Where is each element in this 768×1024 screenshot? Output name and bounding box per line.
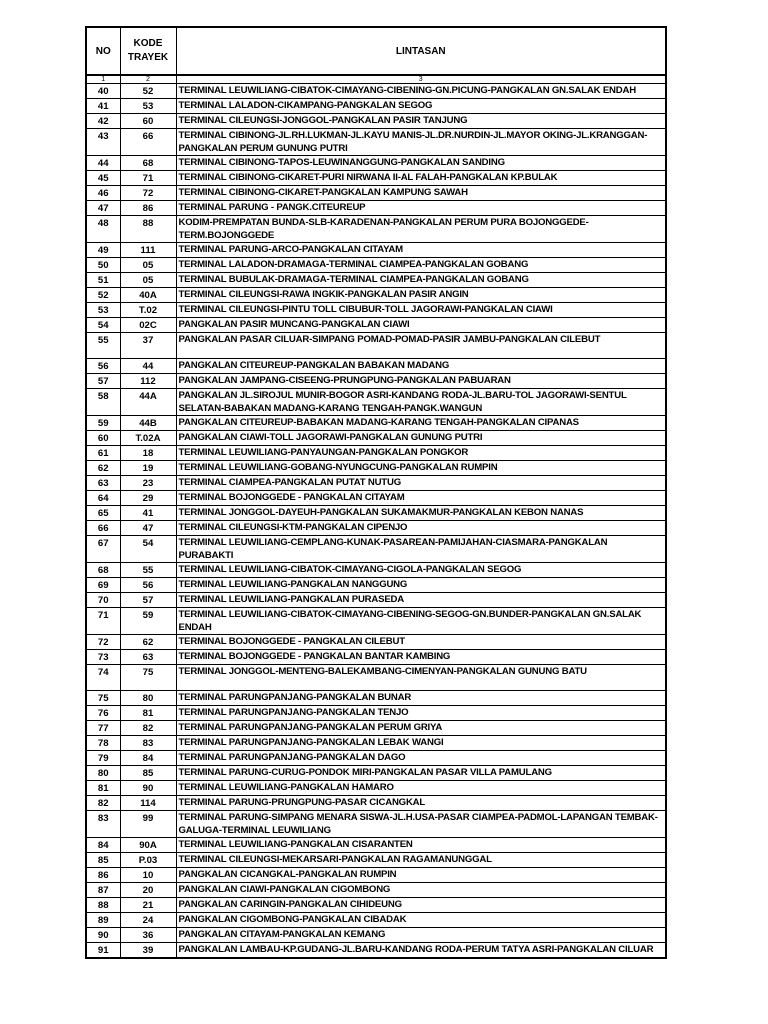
row-no: 91 xyxy=(86,943,120,959)
row-lintasan: TERMINAL LEUWILIANG-GOBANG-NYUNGCUNG-PANGKALAN RUMPIN xyxy=(176,461,666,476)
row-lintasan: PANGKALAN LAMBAU-KP.GUDANG-JL.BARU-KANDANG RODA-PERUM TATYA ASRI-PANGKALAN CILUAR xyxy=(176,943,666,959)
row-lintasan: TERMINAL CILEUNGSI-MEKARSARI-PANGKALAN RAGAMANUNGGAL xyxy=(176,853,666,868)
row-kode-trayek: T.02A xyxy=(120,431,176,446)
table-row xyxy=(86,781,666,796)
row-no: 50 xyxy=(86,258,120,273)
row-kode-trayek: 19 xyxy=(120,461,176,476)
row-no: 84 xyxy=(86,838,120,853)
table-row xyxy=(86,186,666,201)
row-no: 45 xyxy=(86,171,120,186)
row-lintasan: TERMINAL CILEUNGSI-KTM-PANGKALAN CIPENJO xyxy=(176,521,666,536)
table-row xyxy=(86,796,666,811)
row-no: 41 xyxy=(86,99,120,114)
row-kode-trayek: 54 xyxy=(120,536,176,563)
row-lintasan: TERMINAL CIAMPEA-PANGKALAN PUTAT NUTUG xyxy=(176,476,666,491)
row-kode-trayek: 44A xyxy=(120,389,176,416)
table-row xyxy=(86,751,666,766)
table-row xyxy=(86,359,666,374)
row-lintasan: TERMINAL CIBINONG-CIKARET-PANGKALAN KAMPUNG SAWAH xyxy=(176,186,666,201)
table-row xyxy=(86,491,666,506)
row-no: 46 xyxy=(86,186,120,201)
row-kode-trayek: 60 xyxy=(120,114,176,129)
row-no: 77 xyxy=(86,721,120,736)
row-no: 65 xyxy=(86,506,120,521)
table-row xyxy=(86,943,666,959)
table-row xyxy=(86,811,666,838)
row-no: 57 xyxy=(86,374,120,389)
row-no: 42 xyxy=(86,114,120,129)
table-row xyxy=(86,201,666,216)
row-no: 88 xyxy=(86,898,120,913)
table-row xyxy=(86,273,666,288)
row-no: 48 xyxy=(86,216,120,243)
table-row xyxy=(86,416,666,431)
row-lintasan: TERMINAL PARUNG-PRUNGPUNG-PASAR CICANGKAL xyxy=(176,796,666,811)
table-row xyxy=(86,521,666,536)
row-no: 64 xyxy=(86,491,120,506)
row-no: 75 xyxy=(86,691,120,706)
row-lintasan: TERMINAL PARUNG-CURUG-PONDOK MIRI-PANGKALAN PASAR VILLA PAMULANG xyxy=(176,766,666,781)
row-kode-trayek: 02C xyxy=(120,318,176,333)
route-table xyxy=(85,26,667,959)
row-lintasan: TERMINAL LALADON-DRAMAGA-TERMINAL CIAMPEA-PANGKALAN GOBANG xyxy=(176,258,666,273)
table-row xyxy=(86,578,666,593)
row-no: 40 xyxy=(86,84,120,99)
row-lintasan: TERMINAL PARUNG - PANGK.CITEUREUP xyxy=(176,201,666,216)
row-lintasan: KODIM-PREMPATAN BUNDA-SLB-KARADENAN-PANGKALAN PERUM PURA BOJONGGEDE-TERM.BOJONGGEDE xyxy=(176,216,666,243)
row-lintasan: PANGKALAN JL.SIROJUL MUNIR-BOGOR ASRI-KANDANG RODA-JL.BARU-TOL JAGORAWI-SENTUL SELATAN-BABAKAN MADANG-KARANG TENGAH-PANGK.WANGUN xyxy=(176,389,666,416)
row-kode-trayek: 83 xyxy=(120,736,176,751)
row-lintasan: TERMINAL LALADON-CIKAMPANG-PANGKALAN SEGOG xyxy=(176,99,666,114)
row-kode-trayek: 18 xyxy=(120,446,176,461)
table-row xyxy=(86,536,666,563)
row-lintasan: PANGKALAN CARINGIN-PANGKALAN CIHIDEUNG xyxy=(176,898,666,913)
row-no: 78 xyxy=(86,736,120,751)
row-lintasan: PANGKALAN JAMPANG-CISEENG-PRUNGPUNG-PANGKALAN PABUARAN xyxy=(176,374,666,389)
row-no: 67 xyxy=(86,536,120,563)
row-lintasan: PANGKALAN CITEUREUP-BABAKAN MADANG-KARANG TENGAH-PANGKALAN CIPANAS xyxy=(176,416,666,431)
table-row xyxy=(86,461,666,476)
row-kode-trayek: 72 xyxy=(120,186,176,201)
row-no: 76 xyxy=(86,706,120,721)
table-row xyxy=(86,129,666,156)
row-kode-trayek: 88 xyxy=(120,216,176,243)
row-lintasan: TERMINAL BUBULAK-DRAMAGA-TERMINAL CIAMPEA-PANGKALAN GOBANG xyxy=(176,273,666,288)
row-lintasan: TERMINAL CIBINONG-TAPOS-LEUWINANGGUNG-PANGKALAN SANDING xyxy=(176,156,666,171)
row-lintasan: PANGKALAN CIAWI-TOLL JAGORAWI-PANGKALAN GUNUNG PUTRI xyxy=(176,431,666,446)
header-lintasan: LINTASAN xyxy=(176,27,666,75)
row-no: 52 xyxy=(86,288,120,303)
row-lintasan: TERMINAL PARUNG-ARCO-PANGKALAN CITAYAM xyxy=(176,243,666,258)
row-kode-trayek: 53 xyxy=(120,99,176,114)
row-kode-trayek: 99 xyxy=(120,811,176,838)
row-no: 82 xyxy=(86,796,120,811)
row-lintasan: TERMINAL LEUWILIANG-PANYAUNGAN-PANGKALAN PONGKOR xyxy=(176,446,666,461)
row-kode-trayek: 39 xyxy=(120,943,176,959)
row-no: 66 xyxy=(86,521,120,536)
row-lintasan: TERMINAL PARUNGPANJANG-PANGKALAN BUNAR xyxy=(176,691,666,706)
row-kode-trayek: 44B xyxy=(120,416,176,431)
row-no: 54 xyxy=(86,318,120,333)
row-lintasan: TERMINAL LEUWILIANG-CIBATOK-CIMAYANG-CIGOLA-PANGKALAN SEGOG xyxy=(176,563,666,578)
row-no: 72 xyxy=(86,635,120,650)
row-no: 51 xyxy=(86,273,120,288)
header-row xyxy=(86,27,666,75)
row-lintasan: TERMINAL LEUWILIANG-CIBATOK-CIMAYANG-CIBENING-SEGOG-GN.BUNDER-PANGKALAN GN.SALAK ENDAH xyxy=(176,608,666,635)
row-kode-trayek: 24 xyxy=(120,913,176,928)
row-lintasan: TERMINAL PARUNGPANJANG-PANGKALAN PERUM GRIYA xyxy=(176,721,666,736)
row-no: 53 xyxy=(86,303,120,318)
row-kode-trayek: 71 xyxy=(120,171,176,186)
row-no: 49 xyxy=(86,243,120,258)
table-row xyxy=(86,431,666,446)
table-row xyxy=(86,288,666,303)
row-kode-trayek: 21 xyxy=(120,898,176,913)
row-kode-trayek: 66 xyxy=(120,129,176,156)
table-row xyxy=(86,853,666,868)
table-row xyxy=(86,838,666,853)
row-lintasan: PANGKALAN PASAR CILUAR-SIMPANG POMAD-POMAD-PASIR JAMBU-PANGKALAN CILEBUT xyxy=(176,333,666,359)
row-no: 43 xyxy=(86,129,120,156)
table-row xyxy=(86,883,666,898)
row-no: 79 xyxy=(86,751,120,766)
row-kode-trayek: 47 xyxy=(120,521,176,536)
table-row xyxy=(86,99,666,114)
row-kode-trayek: 62 xyxy=(120,635,176,650)
row-kode-trayek: 84 xyxy=(120,751,176,766)
row-kode-trayek: 111 xyxy=(120,243,176,258)
column-index-2: 2 xyxy=(120,75,176,84)
row-no: 69 xyxy=(86,578,120,593)
row-kode-trayek: 63 xyxy=(120,650,176,665)
row-no: 89 xyxy=(86,913,120,928)
row-lintasan: TERMINAL PARUNGPANJANG-PANGKALAN LEBAK WANGI xyxy=(176,736,666,751)
table-row xyxy=(86,476,666,491)
row-lintasan: TERMINAL CIBINONG-CIKARET-PURI NIRWANA II-AL FALAH-PANGKALAN KP.BULAK xyxy=(176,171,666,186)
row-kode-trayek: 81 xyxy=(120,706,176,721)
table-row xyxy=(86,650,666,665)
row-kode-trayek: 23 xyxy=(120,476,176,491)
table-row xyxy=(86,114,666,129)
row-lintasan: PANGKALAN PASIR MUNCANG-PANGKALAN CIAWI xyxy=(176,318,666,333)
row-no: 86 xyxy=(86,868,120,883)
row-no: 68 xyxy=(86,563,120,578)
row-kode-trayek: 90A xyxy=(120,838,176,853)
row-kode-trayek: 68 xyxy=(120,156,176,171)
table-row xyxy=(86,446,666,461)
table-row xyxy=(86,691,666,706)
row-no: 58 xyxy=(86,389,120,416)
row-no: 61 xyxy=(86,446,120,461)
row-lintasan: TERMINAL CILEUNGSI-PINTU TOLL CIBUBUR-TOLL JAGORAWI-PANGKALAN CIAWI xyxy=(176,303,666,318)
row-lintasan: PANGKALAN CITAYAM-PANGKALAN KEMANG xyxy=(176,928,666,943)
table-row xyxy=(86,303,666,318)
table-row xyxy=(86,898,666,913)
table-row xyxy=(86,333,666,359)
column-index-3: 3 xyxy=(176,75,666,84)
row-no: 85 xyxy=(86,853,120,868)
table-row xyxy=(86,318,666,333)
row-kode-trayek: 20 xyxy=(120,883,176,898)
row-lintasan: TERMINAL PARUNGPANJANG-PANGKALAN DAGO xyxy=(176,751,666,766)
row-lintasan: TERMINAL LEUWILIANG-PANGKALAN NANGGUNG xyxy=(176,578,666,593)
row-lintasan: TERMINAL JONGGOL-DAYEUH-PANGKALAN SUKAMAKMUR-PANGKALAN KEBON NANAS xyxy=(176,506,666,521)
row-lintasan: TERMINAL PARUNG-SIMPANG MENARA SISWA-JL.H.USA-PASAR CIAMPEA-PADMOL-LAPANGAN TEMBAK-GALUGA-TERMINAL LEUWILIANG xyxy=(176,811,666,838)
row-kode-trayek: 05 xyxy=(120,273,176,288)
row-no: 60 xyxy=(86,431,120,446)
table-row xyxy=(86,766,666,781)
row-lintasan: TERMINAL LEUWILIANG-PANGKALAN HAMARO xyxy=(176,781,666,796)
row-kode-trayek: 44 xyxy=(120,359,176,374)
row-no: 63 xyxy=(86,476,120,491)
row-lintasan: TERMINAL LEUWILIANG-CEMPLANG-KUNAK-PASAREAN-PAMIJAHAN-CIASMARA-PANGKALAN PURABAKTI xyxy=(176,536,666,563)
row-kode-trayek: 29 xyxy=(120,491,176,506)
table-row xyxy=(86,593,666,608)
header-kode-trayek: KODE TRAYEK xyxy=(120,27,176,75)
table-row xyxy=(86,563,666,578)
row-no: 70 xyxy=(86,593,120,608)
row-no: 87 xyxy=(86,883,120,898)
row-kode-trayek: 57 xyxy=(120,593,176,608)
row-no: 44 xyxy=(86,156,120,171)
table-row xyxy=(86,706,666,721)
row-lintasan: TERMINAL BOJONGGEDE - PANGKALAN CITAYAM xyxy=(176,491,666,506)
row-kode-trayek: 37 xyxy=(120,333,176,359)
row-no: 62 xyxy=(86,461,120,476)
row-kode-trayek: 85 xyxy=(120,766,176,781)
table-row xyxy=(86,665,666,691)
row-lintasan: PANGKALAN CITEUREUP-PANGKALAN BABAKAN MADANG xyxy=(176,359,666,374)
row-lintasan: PANGKALAN CICANGKAL-PANGKALAN RUMPIN xyxy=(176,868,666,883)
table-row xyxy=(86,389,666,416)
table-row xyxy=(86,243,666,258)
row-lintasan: PANGKALAN CIGOMBONG-PANGKALAN CIBADAK xyxy=(176,913,666,928)
row-kode-trayek: 41 xyxy=(120,506,176,521)
row-kode-trayek: 56 xyxy=(120,578,176,593)
table-row xyxy=(86,913,666,928)
row-kode-trayek: 75 xyxy=(120,665,176,691)
table-row xyxy=(86,635,666,650)
row-lintasan: TERMINAL CILEUNGSI-RAWA INGKIK-PANGKALAN PASIR ANGIN xyxy=(176,288,666,303)
row-no: 56 xyxy=(86,359,120,374)
column-index-row xyxy=(86,75,666,84)
table-row xyxy=(86,84,666,99)
row-lintasan: TERMINAL JONGGOL-MENTENG-BALEKAMBANG-CIMENYAN-PANGKALAN GUNUNG BATU xyxy=(176,665,666,691)
table-row xyxy=(86,216,666,243)
table-row xyxy=(86,171,666,186)
row-lintasan: TERMINAL LEUWILIANG-PANGKALAN PURASEDA xyxy=(176,593,666,608)
row-kode-trayek: P.03 xyxy=(120,853,176,868)
table-row xyxy=(86,928,666,943)
table-row xyxy=(86,506,666,521)
row-kode-trayek: 10 xyxy=(120,868,176,883)
header-no: NO xyxy=(86,27,120,75)
row-no: 74 xyxy=(86,665,120,691)
row-kode-trayek: 59 xyxy=(120,608,176,635)
table-row xyxy=(86,721,666,736)
row-lintasan: TERMINAL CIBINONG-JL.RH.LUKMAN-JL.KAYU MANIS-JL.DR.NURDIN-JL.MAYOR OKING-JL.KRANGGAN-PANGKALAN PERUM GUNUNG PUTRI xyxy=(176,129,666,156)
row-lintasan: TERMINAL CILEUNGSI-JONGGOL-PANGKALAN PASIR TANJUNG xyxy=(176,114,666,129)
row-no: 83 xyxy=(86,811,120,838)
row-no: 81 xyxy=(86,781,120,796)
table-row xyxy=(86,156,666,171)
row-no: 80 xyxy=(86,766,120,781)
table-row xyxy=(86,374,666,389)
table-row xyxy=(86,608,666,635)
row-no: 47 xyxy=(86,201,120,216)
row-kode-trayek: 40A xyxy=(120,288,176,303)
row-lintasan: TERMINAL BOJONGGEDE - PANGKALAN CILEBUT xyxy=(176,635,666,650)
row-kode-trayek: 80 xyxy=(120,691,176,706)
table-row xyxy=(86,258,666,273)
row-kode-trayek: 52 xyxy=(120,84,176,99)
row-kode-trayek: 82 xyxy=(120,721,176,736)
row-lintasan: PANGKALAN CIAWI-PANGKALAN CIGOMBONG xyxy=(176,883,666,898)
row-kode-trayek: 55 xyxy=(120,563,176,578)
row-no: 59 xyxy=(86,416,120,431)
table-row xyxy=(86,868,666,883)
column-index-1: 1 xyxy=(86,75,120,84)
table-row xyxy=(86,736,666,751)
row-kode-trayek: 86 xyxy=(120,201,176,216)
row-lintasan: TERMINAL LEUWILIANG-CIBATOK-CIMAYANG-CIBENING-GN.PICUNG-PANGKALAN GN.SALAK ENDAH xyxy=(176,84,666,99)
row-no: 90 xyxy=(86,928,120,943)
row-lintasan: TERMINAL PARUNGPANJANG-PANGKALAN TENJO xyxy=(176,706,666,721)
row-lintasan: TERMINAL LEUWILIANG-PANGKALAN CISARANTEN xyxy=(176,838,666,853)
row-kode-trayek: 05 xyxy=(120,258,176,273)
row-no: 73 xyxy=(86,650,120,665)
table-body xyxy=(86,84,666,959)
row-no: 55 xyxy=(86,333,120,359)
row-lintasan: TERMINAL BOJONGGEDE - PANGKALAN BANTAR KAMBING xyxy=(176,650,666,665)
row-kode-trayek: T.02 xyxy=(120,303,176,318)
row-kode-trayek: 114 xyxy=(120,796,176,811)
row-kode-trayek: 90 xyxy=(120,781,176,796)
row-kode-trayek: 36 xyxy=(120,928,176,943)
row-kode-trayek: 112 xyxy=(120,374,176,389)
row-no: 71 xyxy=(86,608,120,635)
